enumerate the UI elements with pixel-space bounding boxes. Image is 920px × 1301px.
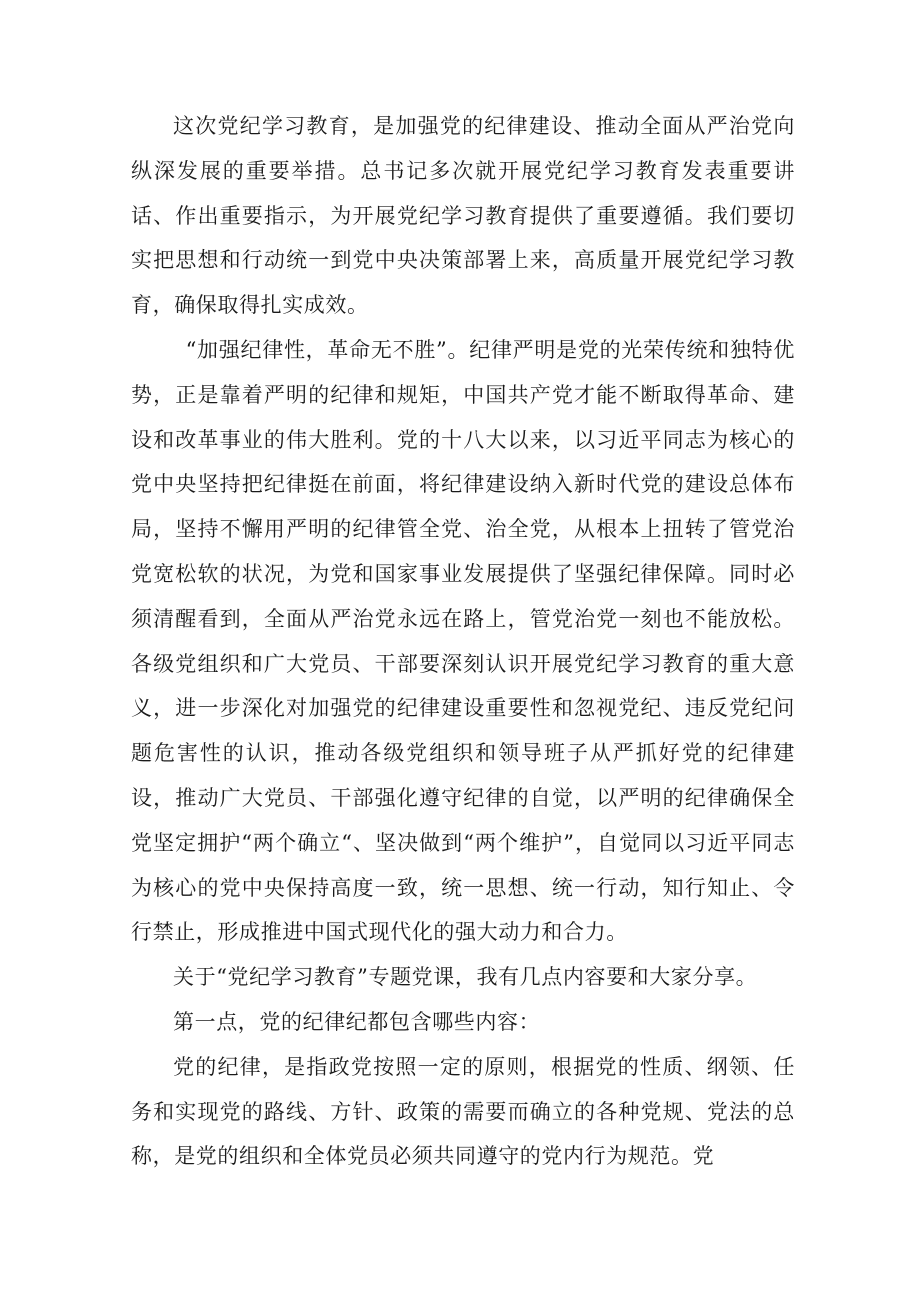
- paragraph-discipline: “加强纪律性，革命无不胜”。纪律严明是党的光荣传统和独特优势，正是靠着严明的纪律和规矩，中国共产党才能不断取得革命、建设和改革事业的伟大胜利。党的十八大以来，以习近平同志为核心的党中央坚持把纪律挺在前面，将纪律建设纳入新时代党的建设总体布局，坚持不懈用严明的纪律管全党、治全党，从根本上扭转了管党治党宽松软的状况，为党和国家事业发展提供了坚强纪律保障。同时必须清醒看到，全面从严治党永远在路上，管党治党一刻也不能放松。各级党组织和广大党员、干部要深刻认识开展党纪学习教育的重大意义，进一步深化对加强党的纪律建设重要性和忽视党纪、违反党纪问题危害性的认识，推动各级党组织和领导班子从严抓好党的纪律建设，推动广大党员、干部强化遵守纪律的自觉，以严明的纪律确保全党坚定拥护“两个确立“、坚决做到“两个维护”，自觉同以习近平同志为核心的党中央保持高度一致，统一思想、统一行动，知行知止、令行禁止，形成推进中国式现代化的强大动力和合力。: [131, 337, 795, 945]
- document-body: [131, 104, 795, 1179]
- paragraph-intro: 这次党纪学习教育，是加强党的纪律建设、推动全面从严治党向纵深发展的重要举措。总书记多次就开展党纪学习教育发表重要讲话、作出重要指示，为开展党纪学习教育提供了重要遵循。我们要切实把思想和行动统一到党中央决策部署上来，高质量开展党纪学习教育，确保取得扎实成效。: [131, 114, 795, 318]
- paragraph-point-one: 第一点，党的纪律纪都包含哪些内容：: [173, 1009, 541, 1034]
- paragraph-share: 关于“党纪学习教育”专题党课，我有几点内容要和大家分享。: [173, 965, 758, 990]
- paragraph-definition: 党的纪律，是指政党按照一定的原则，根据党的性质、纲领、任务和实现党的路线、方针、政策的需要而确立的各种党规、党法的总称，是党的组织和全体党员必须共同遵守的党内行为规范。党: [131, 1054, 795, 1169]
